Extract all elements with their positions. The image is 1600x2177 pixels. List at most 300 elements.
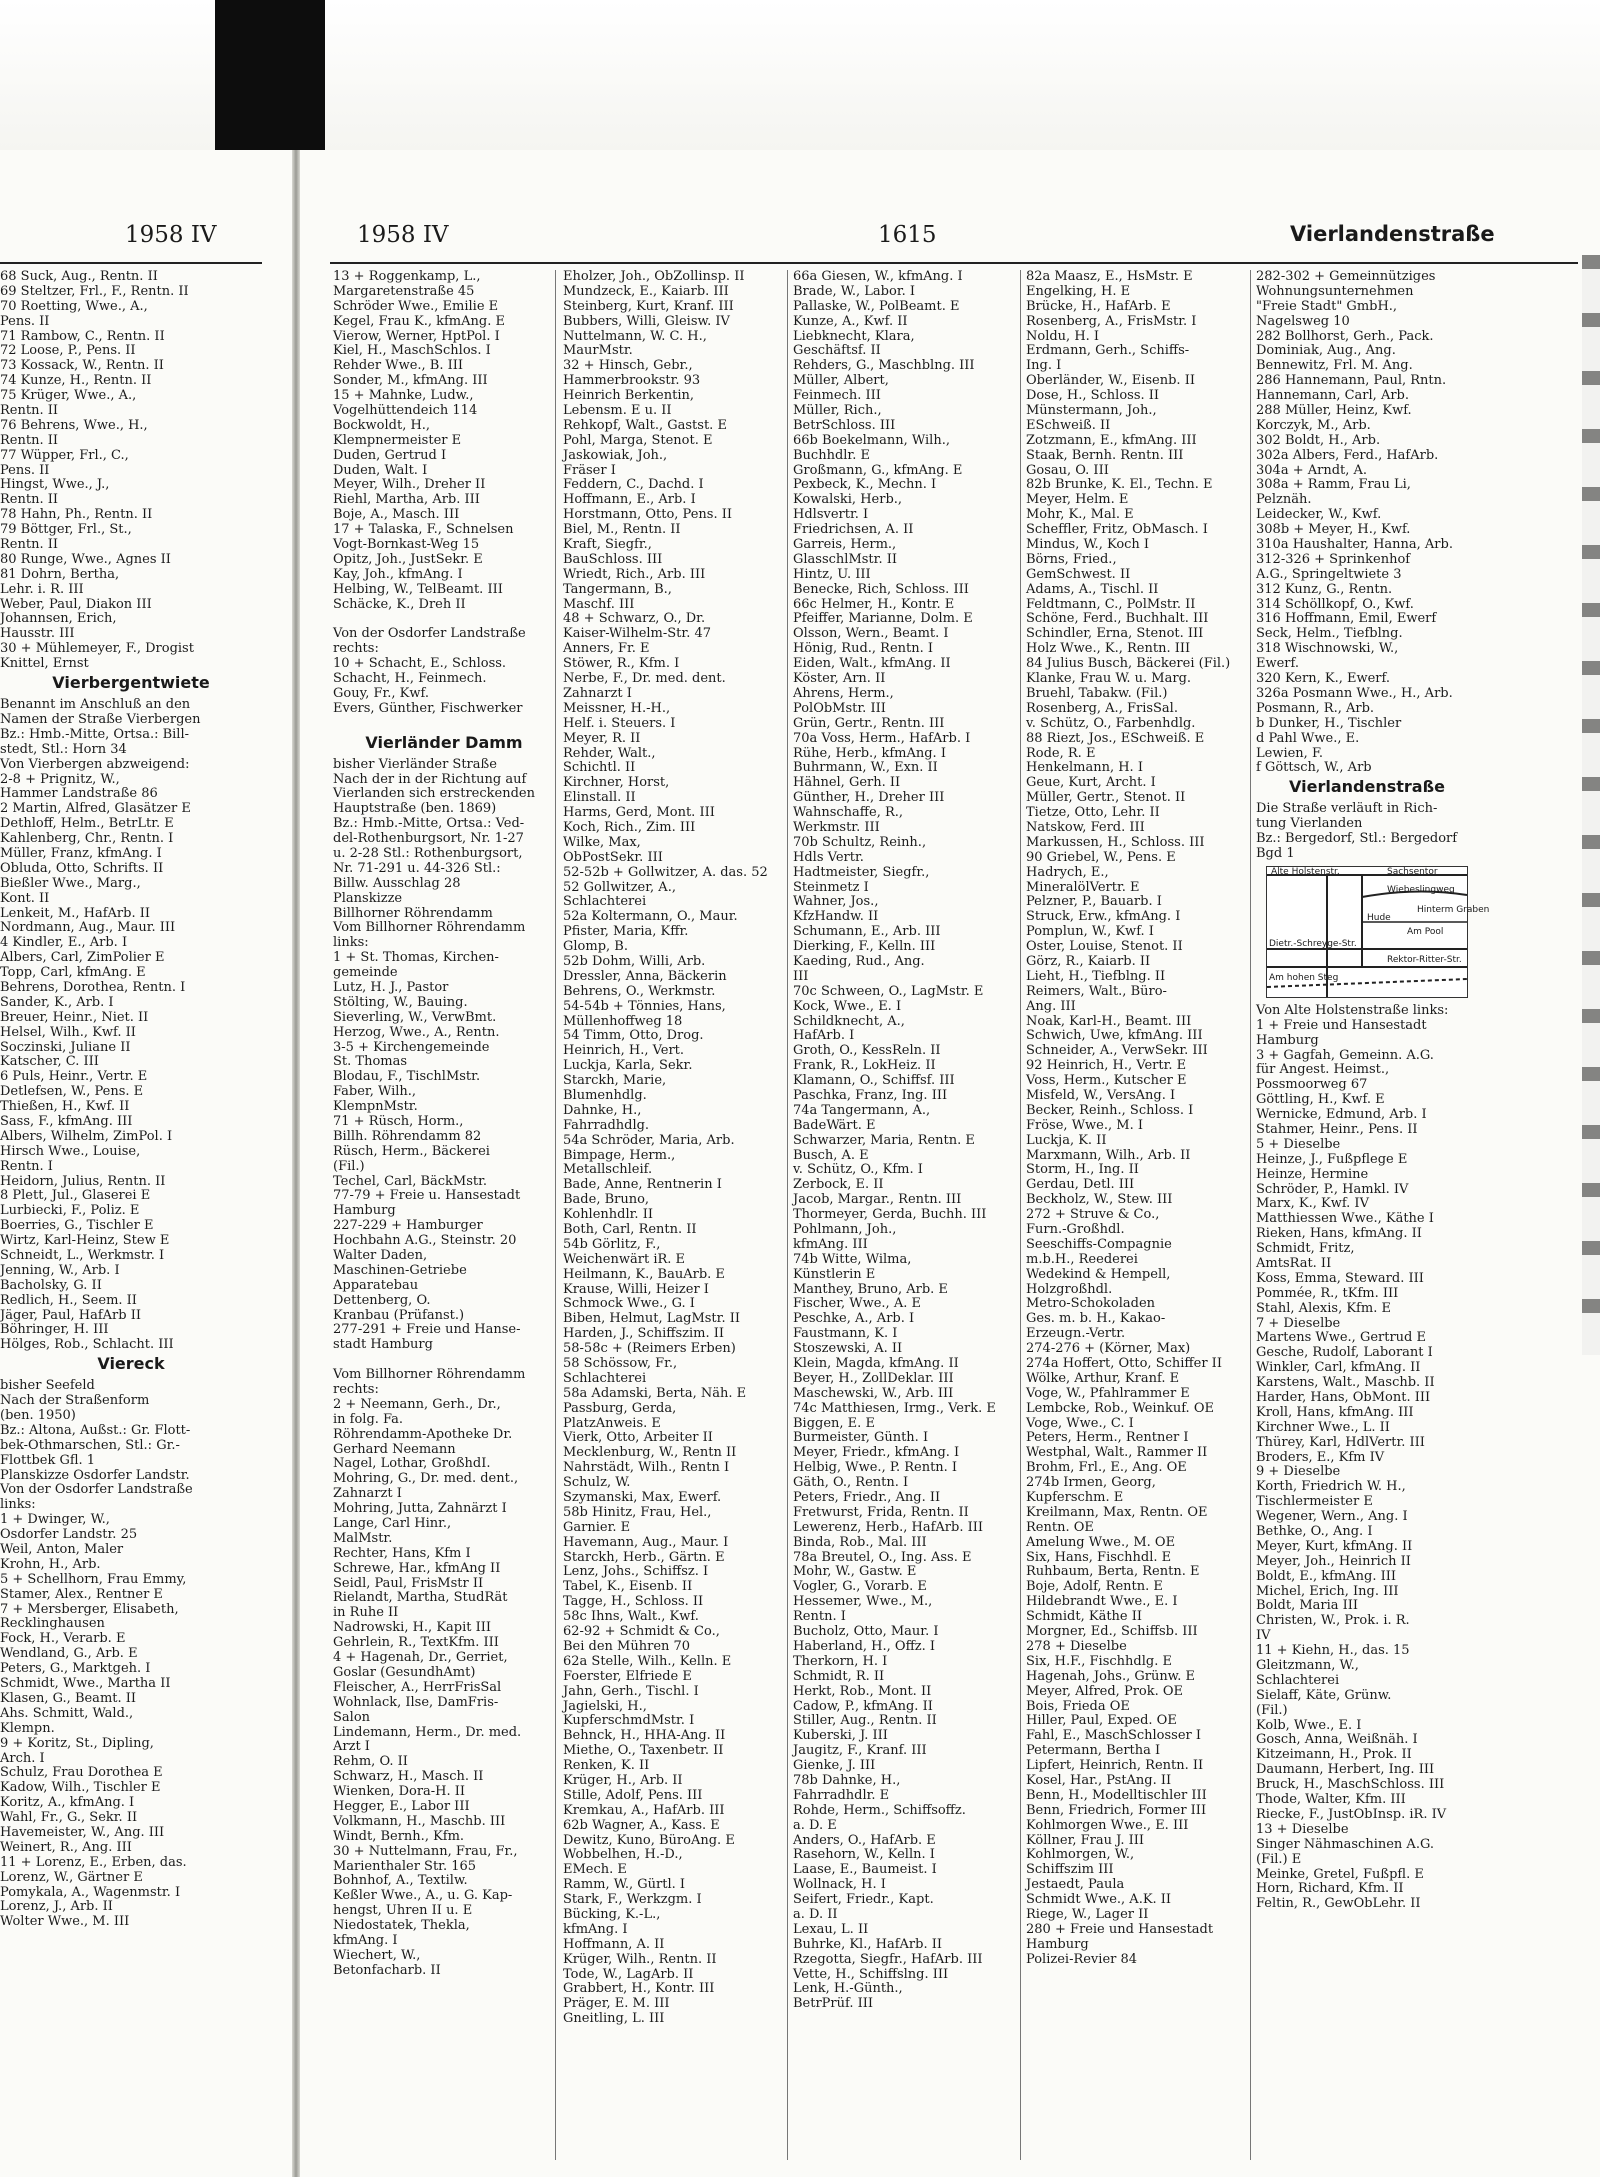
directory-entry: Rentn. II [0, 492, 58, 508]
directory-entry: 52a Koltermann, O., Maur. [563, 909, 738, 925]
directory-entry: Kaiser-Wilhelm-Str. 47 [563, 626, 711, 642]
directory-entry: bisher Vierländer Straße [333, 756, 497, 772]
directory-entry: Wienken, Dora-H. II [333, 1784, 466, 1800]
directory-entry: Bade, Anne, Rentnerin I [563, 1177, 722, 1193]
directory-entry: 69 Steltzer, Frl., F., Rentn. II [0, 283, 189, 299]
directory-entry: 66b Boekelmann, Wilh., [793, 432, 950, 448]
directory-entry: Margaretenstraße 45 [333, 283, 475, 299]
directory-entry: BetrPrüf. III [793, 1996, 874, 2012]
directory-entry: Nagelsweg 10 [1256, 313, 1350, 329]
directory-entry: Schlachterei [1256, 1672, 1340, 1688]
directory-entry: Voge, Wwe., C. I [1026, 1415, 1134, 1431]
column-left-page [0, 270, 262, 2170]
directory-entry: Ahs. Schmitt, Wald., [0, 1705, 134, 1721]
directory-entry: Schmidt, R. II [793, 1668, 885, 1684]
directory-entry: Tietze, Otto, Lehr. II [1026, 805, 1160, 821]
directory-entry: Hoffmann, A. II [563, 1936, 665, 1952]
directory-entry: Meissner, H.-H., [563, 700, 671, 716]
directory-entry: Müller, Albert, [793, 373, 889, 389]
directory-entry: Zahnarzt I [333, 1486, 402, 1502]
directory-entry: Geschäftsf. II [793, 343, 881, 359]
directory-entry: Bruck, H., MaschSchloss. III [1256, 1777, 1445, 1793]
directory-entry: Dierking, F., Kelln. III [793, 939, 936, 955]
page-number: 1615 [878, 222, 937, 248]
directory-entry: Rehm, O. II [333, 1754, 408, 1770]
directory-entry: Bade, Bruno, [563, 1192, 650, 1208]
directory-entry: Zerbock, E. II [793, 1177, 884, 1193]
directory-entry: Lebensm. E u. II [563, 403, 672, 419]
book-gutter [292, 150, 300, 2177]
directory-entry: Bz.: Hmb.-Mitte, Ortsa.: Ved- [333, 816, 525, 832]
directory-entry: Dose, H., Schloss. II [1026, 388, 1160, 404]
directory-entry: Lenz, Johs., Schiffsz. I [563, 1564, 709, 1580]
directory-entry: Vierlanden sich erstreckenden [333, 786, 535, 802]
directory-entry: Hdlsvertr. I [793, 507, 869, 523]
directory-entry: Wriedt, Rich., Arb. III [563, 566, 706, 582]
directory-entry: 312-326 + Sprinkenhof [1256, 551, 1411, 567]
directory-entry: Hannemann, Carl, Arb. [1256, 388, 1410, 404]
directory-entry: Havemeister, W., Ang. III [0, 1824, 165, 1840]
directory-entry: Thießen, H., Kwf. II [0, 1099, 130, 1115]
directory-entry: Riehl, Martha, Arb. III [333, 492, 480, 508]
directory-entry: Lindemann, Herm., Dr. med. [333, 1724, 522, 1740]
directory-entry: Kiel, H., MaschSchlos. I [333, 343, 491, 359]
directory-entry: Rüsch, Herm., Bäckerei [333, 1143, 490, 1159]
directory-entry: Oster, Louise, Stenot. II [1026, 939, 1183, 955]
directory-entry: Gerhard Neemann [333, 1441, 456, 1457]
directory-entry: Mundzeck, E., Kaiarb. III [563, 283, 729, 299]
directory-entry: m.b.H., Reederei [1026, 1251, 1138, 1267]
directory-entry: Possmoorweg 67 [1256, 1077, 1368, 1093]
directory-entry: 76 Behrens, Wwe., H., [0, 417, 148, 433]
directory-entry: Luckja, Karla, Sekr. [563, 1058, 693, 1074]
directory-entry [333, 612, 555, 627]
directory-entry: Hamburg [1026, 1936, 1089, 1952]
directory-entry: Obluda, Otto, Schrifts. II [0, 860, 164, 876]
directory-entry: 66a Giesen, W., kfmAng. I [793, 269, 963, 284]
directory-entry: Lipfert, Heinrich, Rentn. II [1026, 1758, 1204, 1774]
directory-entry: Faustmann, K. I [793, 1326, 898, 1342]
directory-entry: Starckh, Herb., Gärtn. E [563, 1549, 725, 1565]
directory-entry: 308b + Meyer, H., Kwf. [1256, 522, 1411, 538]
directory-entry: Vogelhüttendeich 114 [333, 403, 478, 419]
map-label-wiebeslingweg: Wiebeslingweg [1387, 884, 1455, 895]
directory-entry: Geue, Kurt, Archt. I [1026, 775, 1156, 791]
directory-entry: 74a Tangermann, A., [793, 1102, 931, 1118]
directory-entry: Martens Wwe., Gertrud E [1256, 1330, 1426, 1346]
directory-entry: Börns, Fried., [1026, 551, 1117, 567]
directory-entry: Ges. m. b. H., Kakao- [1026, 1311, 1166, 1327]
directory-entry: Korczyk, M., Arb. [1256, 417, 1371, 433]
directory-entry: für Angest. Heimst., [1256, 1062, 1390, 1078]
directory-entry: Müller, Rich., [793, 403, 882, 419]
directory-entry: in folg. Fa. [333, 1411, 404, 1427]
directory-entry: 62b Wagner, A., Kass. E [563, 1817, 720, 1833]
directory-entry: Winkler, Carl, kfmAng. II [1256, 1360, 1421, 1376]
directory-entry: Rohde, Herm., Schiffsoffz. [793, 1802, 966, 1818]
directory-entry: Pommée, R., tKfm. III [1256, 1285, 1399, 1301]
directory-entry: 3-5 + Kirchengemeinde [333, 1039, 490, 1055]
directory-entry: Stahl, Alexis, Kfm. E [1256, 1300, 1391, 1316]
directory-entry: Kont. II [0, 890, 50, 906]
directory-entry: Schacht, H., Feinmech. [333, 671, 487, 687]
directory-entry: Feddern, C., Dachd. I [563, 477, 704, 493]
directory-entry: Planskizze Osdorfer Landstr. [0, 1467, 190, 1483]
directory-entry: Schwarz, H., Masch. II [333, 1769, 484, 1785]
directory-entry: in Ruhe II [333, 1605, 399, 1621]
directory-entry: 70 Roetting, Wwe., A., [0, 298, 148, 314]
directory-entry: Krause, Willi, Heizer I [563, 1281, 709, 1297]
directory-entry: Binda, Rob., Mal. III [793, 1534, 927, 1550]
directory-entry: Stille, Adolf, Pens. III [563, 1787, 703, 1803]
directory-entry: Furn.-Großhdl. [1026, 1222, 1125, 1237]
street-heading: Viereck [97, 1354, 165, 1374]
directory-entry: Brohm, Frl., E., Ang. OE [1026, 1460, 1187, 1476]
directory-entry: Renken, K. II [563, 1758, 650, 1774]
directory-entry: Dethloff, Helm., BetrLtr. E [0, 816, 174, 832]
directory-entry: Hauptstraße (ben. 1869) [333, 801, 497, 817]
directory-entry: Schröder Wwe., Emilie E [333, 298, 499, 314]
directory-entry: Brade, W., Labor. I [793, 283, 916, 299]
directory-entry: Therkorn, H. I [793, 1653, 888, 1669]
directory-entry: Kirchner, Horst, [563, 775, 670, 791]
directory-entry: 74 Kunze, H., Rentn. II [0, 373, 152, 389]
directory-entry: Gäth, O., Rentn. I [793, 1475, 909, 1491]
directory-entry: A.G., Springeltwiete 3 [1256, 566, 1402, 582]
directory-entry: Lorenz, W., Gärtner E [0, 1869, 143, 1885]
directory-entry: 320 Kern, K., Ewerf. [1256, 671, 1390, 687]
directory-entry: Nach der in der Richtung auf [333, 771, 527, 787]
directory-entry: Wegener, Wern., Ang. I [1256, 1509, 1408, 1525]
directory-entry: Hadtmeister, Siegfr., [793, 864, 930, 880]
directory-entry: Heinrich, H., Vert. [563, 1043, 685, 1059]
directory-entry: Erdmann, Gerh., Schiffs- [1026, 343, 1190, 359]
directory-entry: 302 Boldt, H., Arb. [1256, 432, 1381, 448]
directory-entry: Gosau, O. III [1026, 462, 1109, 478]
directory-entry: Schäcke, K., Dreh II [333, 596, 466, 612]
directory-entry: St. Thomas [333, 1054, 408, 1070]
directory-entry: Cadow, P., kfmAng. II [793, 1698, 933, 1714]
directory-entry: Klamann, O., Schiffsf. III [793, 1073, 955, 1089]
directory-entry: Wilke, Max, [563, 834, 641, 850]
directory-entry: 82a Maasz, E., HsMstr. E [1026, 269, 1193, 284]
directory-entry: Pfeiffer, Marianne, Dolm. E [793, 611, 973, 627]
directory-entry: Fahl, E., MaschSchlosser I [1026, 1728, 1202, 1744]
directory-entry: 304a + Arndt, A. [1256, 462, 1368, 478]
directory-entry: Pelznäh. [1256, 492, 1312, 508]
map-label-rektor-ritter-str: Rektor-Ritter-Str. [1387, 954, 1462, 965]
directory-entry: Göttling, H., Kwf. E [1256, 1092, 1385, 1108]
directory-entry: Benn, H., Modelltischler III [1026, 1787, 1207, 1803]
map-label-alte-holstenstr: Alte Holstenstr. [1271, 866, 1340, 877]
directory-entry: Hintz, U. III [793, 566, 871, 582]
directory-entry: 54 Timm, Otto, Drog. [563, 1028, 704, 1044]
directory-entry: 58b Hinitz, Frau, Hel., [563, 1504, 712, 1520]
directory-entry: (Fil.) E [1256, 1851, 1302, 1867]
directory-entry: Görz, R., Kaiarb. II [1026, 953, 1151, 969]
directory-entry: Rentn. II [0, 537, 58, 553]
directory-entry: Rasehorn, W., Kelln. I [793, 1847, 935, 1863]
directory-entry: Lehr. i. R. III [0, 581, 84, 597]
directory-entry: Jenning, W., Arb. I [0, 1262, 120, 1278]
directory-entry: Dettenberg, O. [333, 1292, 431, 1308]
directory-entry: Biben, Helmut, LagMstr. II [563, 1311, 740, 1327]
directory-entry: Schöne, Ferd., Buchhalt. III [1026, 611, 1209, 627]
directory-entry: Reimers, Walt., Büro- [1026, 983, 1167, 999]
directory-entry: gemeinde [333, 965, 398, 981]
directory-entry: Boldt, E., kfmAng. III [1256, 1568, 1397, 1584]
directory-entry: Misfeld, W., VersAng. I [1026, 1087, 1176, 1103]
directory-entry: d Pahl Wwe., E. [1256, 730, 1360, 746]
directory-entry: Amelung Wwe., M. OE [1026, 1534, 1176, 1550]
directory-entry: Krüger, Wilh., Rentn. II [563, 1951, 717, 1967]
directory-entry: Nr. 71-291 u. 44-326 Stl.: [333, 860, 501, 876]
left-page-year: 1958 IV [125, 222, 217, 248]
directory-entry: stadt Hamburg [333, 1337, 433, 1353]
directory-entry: Redlich, H., Seem. II [0, 1292, 137, 1308]
directory-entry: 77 Wüpper, Frl., C., [0, 447, 129, 463]
directory-entry: Fischer, Wwe., A. E [793, 1296, 921, 1312]
directory-entry: Gehrlein, R., TextKfm. III [333, 1635, 499, 1651]
directory-entry: 5 + Schellhorn, Frau Emmy, [0, 1571, 187, 1587]
directory-entry: Sass, F., kfmAng. III [0, 1113, 133, 1129]
directory-entry: Haberland, H., Offz. I [793, 1638, 936, 1654]
directory-entry: HafArb. I [793, 1028, 855, 1044]
directory-entry: Kreilmann, Max, Rentn. OE [1026, 1504, 1208, 1520]
directory-entry: Schulz, Frau Dorothea E [0, 1765, 163, 1781]
directory-entry: Hamburg [1256, 1032, 1319, 1048]
directory-entry: Meyer, R. II [563, 730, 641, 746]
directory-entry: Kranbau (Prüfanst.) [333, 1307, 465, 1323]
directory-entry: Wiechert, W., [333, 1947, 421, 1963]
directory-entry: 2 + Neemann, Gerh., Dr., [333, 1396, 501, 1412]
directory-entry: Rzegotta, Siegfr., HafArb. III [793, 1951, 983, 1967]
column-5 [1256, 269, 1490, 2170]
directory-entry: Meyer, Alfred, Prok. OE [1026, 1683, 1184, 1699]
directory-entry: Schumann, E., Arb. III [793, 924, 941, 940]
directory-entry: 13 + Roggenkamp, L., [333, 269, 481, 284]
directory-entry: Klanke, Frau W. u. Marg. [1026, 671, 1192, 687]
directory-entry: Kunze, A., Kwf. II [793, 313, 908, 329]
directory-entry: Hausstr. III [0, 626, 75, 642]
directory-entry: Morgner, Ed., Schiffsb. III [1026, 1624, 1198, 1640]
directory-entry: ESchweiß. II [1026, 417, 1111, 433]
directory-entry: Bimpage, Herm., [563, 1147, 676, 1163]
directory-entry: 326a Posmann Wwe., H., Arb. [1256, 685, 1453, 701]
directory-entry: 11 + Kiehn, H., das. 15 [1256, 1643, 1410, 1659]
directory-entry: Koritz, A., kfmAng. I [0, 1795, 135, 1811]
directory-entry: tung Vierlanden [1256, 816, 1363, 832]
directory-entry: Wahner, Jos., [793, 894, 879, 910]
directory-entry: Seeschiffs-Compagnie [1026, 1236, 1172, 1252]
directory-entry: Volkmann, H., Maschb. III [333, 1813, 506, 1829]
directory-entry [333, 717, 555, 732]
directory-entry: 2 Martin, Alfred, Glasätzer E [0, 801, 191, 817]
directory-entry: Miethe, O., Taxenbetr. II [563, 1743, 724, 1759]
directory-entry: Manthey, Bruno, Arb. E [793, 1281, 948, 1297]
directory-entry: Kadow, Wilh., Tischler E [0, 1780, 161, 1796]
directory-entry: Kuberski, J. III [793, 1728, 888, 1744]
directory-entry: Topp, Carl, kfmAng. E [0, 965, 146, 981]
directory-entry: Jacob, Margar., Rentn. III [793, 1192, 962, 1208]
directory-entry: Breuer, Heinr., Niet. II [0, 1009, 149, 1025]
directory-entry: Präger, E. M. III [563, 1996, 670, 2012]
directory-entry: Stöwer, R., Kfm. I [563, 656, 680, 672]
directory-entry: Krüger, H., Arb. II [563, 1772, 683, 1788]
directory-entry: 280 + Freie und Hansestadt [1026, 1921, 1214, 1937]
directory-entry: Apparatebau [333, 1277, 419, 1293]
directory-entry: Adams, A., Tischl. II [1026, 581, 1159, 597]
directory-entry: Opitz, Joh., JustSekr. E [333, 551, 483, 567]
directory-entry: Fröse, Wwe., M. I [1026, 1117, 1143, 1133]
directory-entry: Die Straße verläuft in Rich- [1256, 801, 1438, 817]
directory-entry: Vom Billhorner Röhrendamm [333, 1367, 526, 1383]
directory-entry: Gerdau, Detl. III [1026, 1177, 1135, 1193]
directory-entry: Hagenah, Johs., Grünw. E [1026, 1668, 1196, 1684]
column-divider [1020, 270, 1021, 2160]
directory-entry: Hingst, Wwe., J., [0, 477, 110, 493]
directory-entry: Wölke, Arthur, Kranf. E [1026, 1370, 1180, 1386]
directory-entry: 1 + St. Thomas, Kirchen- [333, 950, 499, 966]
directory-entry: stedt, Stl.: Horn 34 [0, 741, 127, 757]
directory-entry: 11 + Lorenz, E., Erben, das. [0, 1854, 187, 1870]
directory-entry: Benn, Friedrich, Former III [1026, 1802, 1207, 1818]
directory-entry: Stoszewski, A. II [793, 1341, 903, 1357]
directory-entry: Gneitling, L. III [563, 2011, 665, 2027]
directory-entry: Peters, Herm., Rentner I [1026, 1430, 1189, 1446]
directory-entry: Peters, Friedr., Ang. II [793, 1490, 941, 1506]
directory-entry: Gosch, Anna, Weißnäh. I [1256, 1732, 1418, 1748]
directory-entry: Köllner, Frau J. III [1026, 1832, 1144, 1848]
directory-entry: (ben. 1950) [0, 1408, 76, 1424]
directory-entry: Holz Wwe., K., Rentn. III [1026, 641, 1191, 657]
directory-entry: 316 Hoffmann, Emil, Ewerf [1256, 611, 1437, 627]
directory-entry: Anners, Fr. E [563, 641, 650, 657]
directory-entry: Steinberg, Kurt, Kranf. III [563, 298, 734, 314]
directory-entry: Ruhbaum, Berta, Rentn. E [1026, 1564, 1200, 1580]
directory-entry: Beckholz, W., Stew. III [1026, 1192, 1173, 1208]
directory-entry: Wendland, G., Arb. E [0, 1646, 138, 1662]
directory-entry: Both, Carl, Rentn. II [563, 1222, 697, 1237]
directory-entry: Meyer, Wilh., Dreher II [333, 477, 486, 493]
directory-entry: Steinmetz I [793, 879, 869, 895]
directory-entry: Jestaedt, Paula [1026, 1877, 1125, 1893]
directory-entry: Bruehl, Tabakw. (Fil.) [1026, 685, 1168, 701]
directory-entry: III [793, 968, 809, 984]
directory-entry: Windt, Bernh., Kfm. [333, 1828, 465, 1844]
directory-entry: Lenk, H.-Günth., [793, 1981, 903, 1997]
directory-entry: Kohlmorgen Wwe., E. III [1026, 1817, 1189, 1833]
directory-entry: 282-302 + Gemeinnütziges [1256, 269, 1436, 284]
directory-entry: Helbig, Wwe., P. Rentn. I [793, 1460, 958, 1476]
directory-entry: Jäger, Paul, HafArb II [0, 1307, 141, 1323]
directory-entry: Billh. Röhrendamm 82 [333, 1128, 482, 1144]
directory-entry: Arch. I [0, 1750, 45, 1766]
directory-entry: Duden, Gertrud I [333, 447, 447, 463]
street-heading: Vierländer Damm [365, 732, 523, 752]
directory-entry: Rentn. II [0, 432, 58, 448]
directory-entry: Kosel, Har., PstAng. II [1026, 1772, 1172, 1788]
directory-entry: Singer Nähmaschinen A.G. [1256, 1836, 1435, 1852]
directory-entry: 308a + Ramm, Frau Li, [1256, 477, 1411, 493]
directory-entry: Gienke, J. III [793, 1758, 876, 1774]
directory-entry: Frank, R., LokHeiz. II [793, 1058, 936, 1074]
directory-entry: Katscher, C. III [0, 1054, 99, 1070]
directory-entry: Hiller, Paul, Exped. OE [1026, 1713, 1177, 1729]
directory-entry: Blodau, F., TischlMstr. [333, 1069, 481, 1085]
directory-entry: Sander, K., Arb. I [0, 994, 114, 1010]
directory-entry: Havemann, Aug., Maur. I [563, 1534, 729, 1550]
directory-entry: rechts: [333, 641, 379, 657]
directory-entry: Buhrke, Kl., HafArb. II [793, 1936, 942, 1952]
directory-entry: Kroll, Hans, kfmAng. III [1256, 1404, 1414, 1420]
directory-entry: Voss, Herm., Kutscher E [1026, 1073, 1187, 1089]
directory-entry: Kitzeimann, H., Prok. II [1256, 1747, 1412, 1763]
directory-entry: Kohlmorgen, W., [1026, 1847, 1135, 1863]
directory-entry: Riecke, F., JustObInsp. iR. IV [1256, 1806, 1447, 1822]
directory-entry: Weber, Paul, Diakon III [0, 596, 152, 612]
directory-entry: Westphal, Walt., Rammer II [1026, 1445, 1208, 1461]
directory-entry: del-Rothenburgsort, Nr. 1-27 [333, 831, 524, 847]
directory-entry: Dominiak, Aug., Ang. [1256, 343, 1396, 359]
directory-entry: Stiller, Aug., Rentn. II [793, 1713, 937, 1729]
directory-entry: Gleitzmann, W., [1256, 1658, 1359, 1674]
directory-entry: Müller, Gertr., Stenot. II [1026, 790, 1186, 806]
directory-entry: Boje, Adolf, Rentn. E [1026, 1579, 1163, 1595]
directory-entry: Pelzner, P., Bauarb. I [1026, 894, 1162, 910]
directory-entry: 318 Wischnowski, W., [1256, 641, 1399, 657]
directory-entry: Bgd 1 [1256, 845, 1295, 861]
directory-entry: 78 Hahn, Ph., Rentn. II [0, 507, 153, 523]
directory-entry: Six, Hans, Fischhdl. E [1026, 1549, 1172, 1565]
directory-entry: Meyer, Joh., Heinrich II [1256, 1553, 1411, 1569]
directory-entry: Schmidt, Fritz, [1256, 1241, 1355, 1257]
directory-entry: 7 + Dieselbe [1256, 1315, 1341, 1331]
directory-entry: Köster, Arn. II [793, 671, 886, 687]
directory-entry: 84 Julius Busch, Bäckerei (Fil.) [1026, 656, 1231, 672]
map-label-am-pool: Am Pool [1407, 926, 1444, 937]
directory-entry: 30 + Nuttelmann, Frau, Fr., [333, 1843, 518, 1859]
directory-entry: Kirchner Wwe., L. II [1256, 1419, 1390, 1435]
directory-entry: Maschf. III [563, 596, 635, 612]
directory-entry: (Fil.) [1256, 1702, 1288, 1718]
directory-entry: 274-276 + (Körner, Max) [1026, 1341, 1191, 1357]
directory-entry: Rode, R. E [1026, 745, 1096, 761]
directory-entry: Wollnack, H. I [793, 1877, 886, 1893]
directory-entry: a. D. E [793, 1817, 837, 1833]
directory-entry: 52 Gollwitzer, A., [563, 879, 676, 895]
directory-entry: Seidl, Paul, FrisMstr II [333, 1575, 484, 1591]
directory-entry: 52-52b + Gollwitzer, A. das. 52 [563, 864, 768, 880]
directory-entry: 1 + Freie und Hansestadt [1256, 1017, 1427, 1033]
directory-entry: Buhrmann, W., Exn. II [793, 760, 938, 776]
directory-entry: Billw. Ausschlag 28 [333, 875, 461, 891]
directory-entry: Bubbers, Willi, Gleisw. IV [563, 313, 730, 329]
directory-entry: Rosenberg, A., FrisSal. [1026, 700, 1178, 716]
directory-entry: Glomp, B. [563, 939, 628, 955]
directory-entry: Schwarzer, Maria, Rentn. E [793, 1132, 975, 1148]
directory-entry: 58a Adamski, Berta, Näh. E [563, 1385, 747, 1401]
directory-entry: Zotzmann, E., kfmAng. III [1026, 432, 1197, 448]
directory-entry: Wobbelhen, H.-D., [563, 1847, 683, 1863]
directory-entry: Holzgroßhdl. [1026, 1281, 1113, 1297]
directory-entry: Zahnarzt I [563, 685, 632, 701]
directory-entry: Noldu, H. I [1026, 328, 1100, 344]
directory-entry: Nerbe, F., Dr. med. dent. [563, 671, 726, 687]
directory-entry: (Fil.) [333, 1158, 365, 1174]
directory-entry: Nadrowski, H., Kapit III [333, 1620, 492, 1636]
directory-entry: Hessemer, Wwe., M., [793, 1594, 933, 1610]
